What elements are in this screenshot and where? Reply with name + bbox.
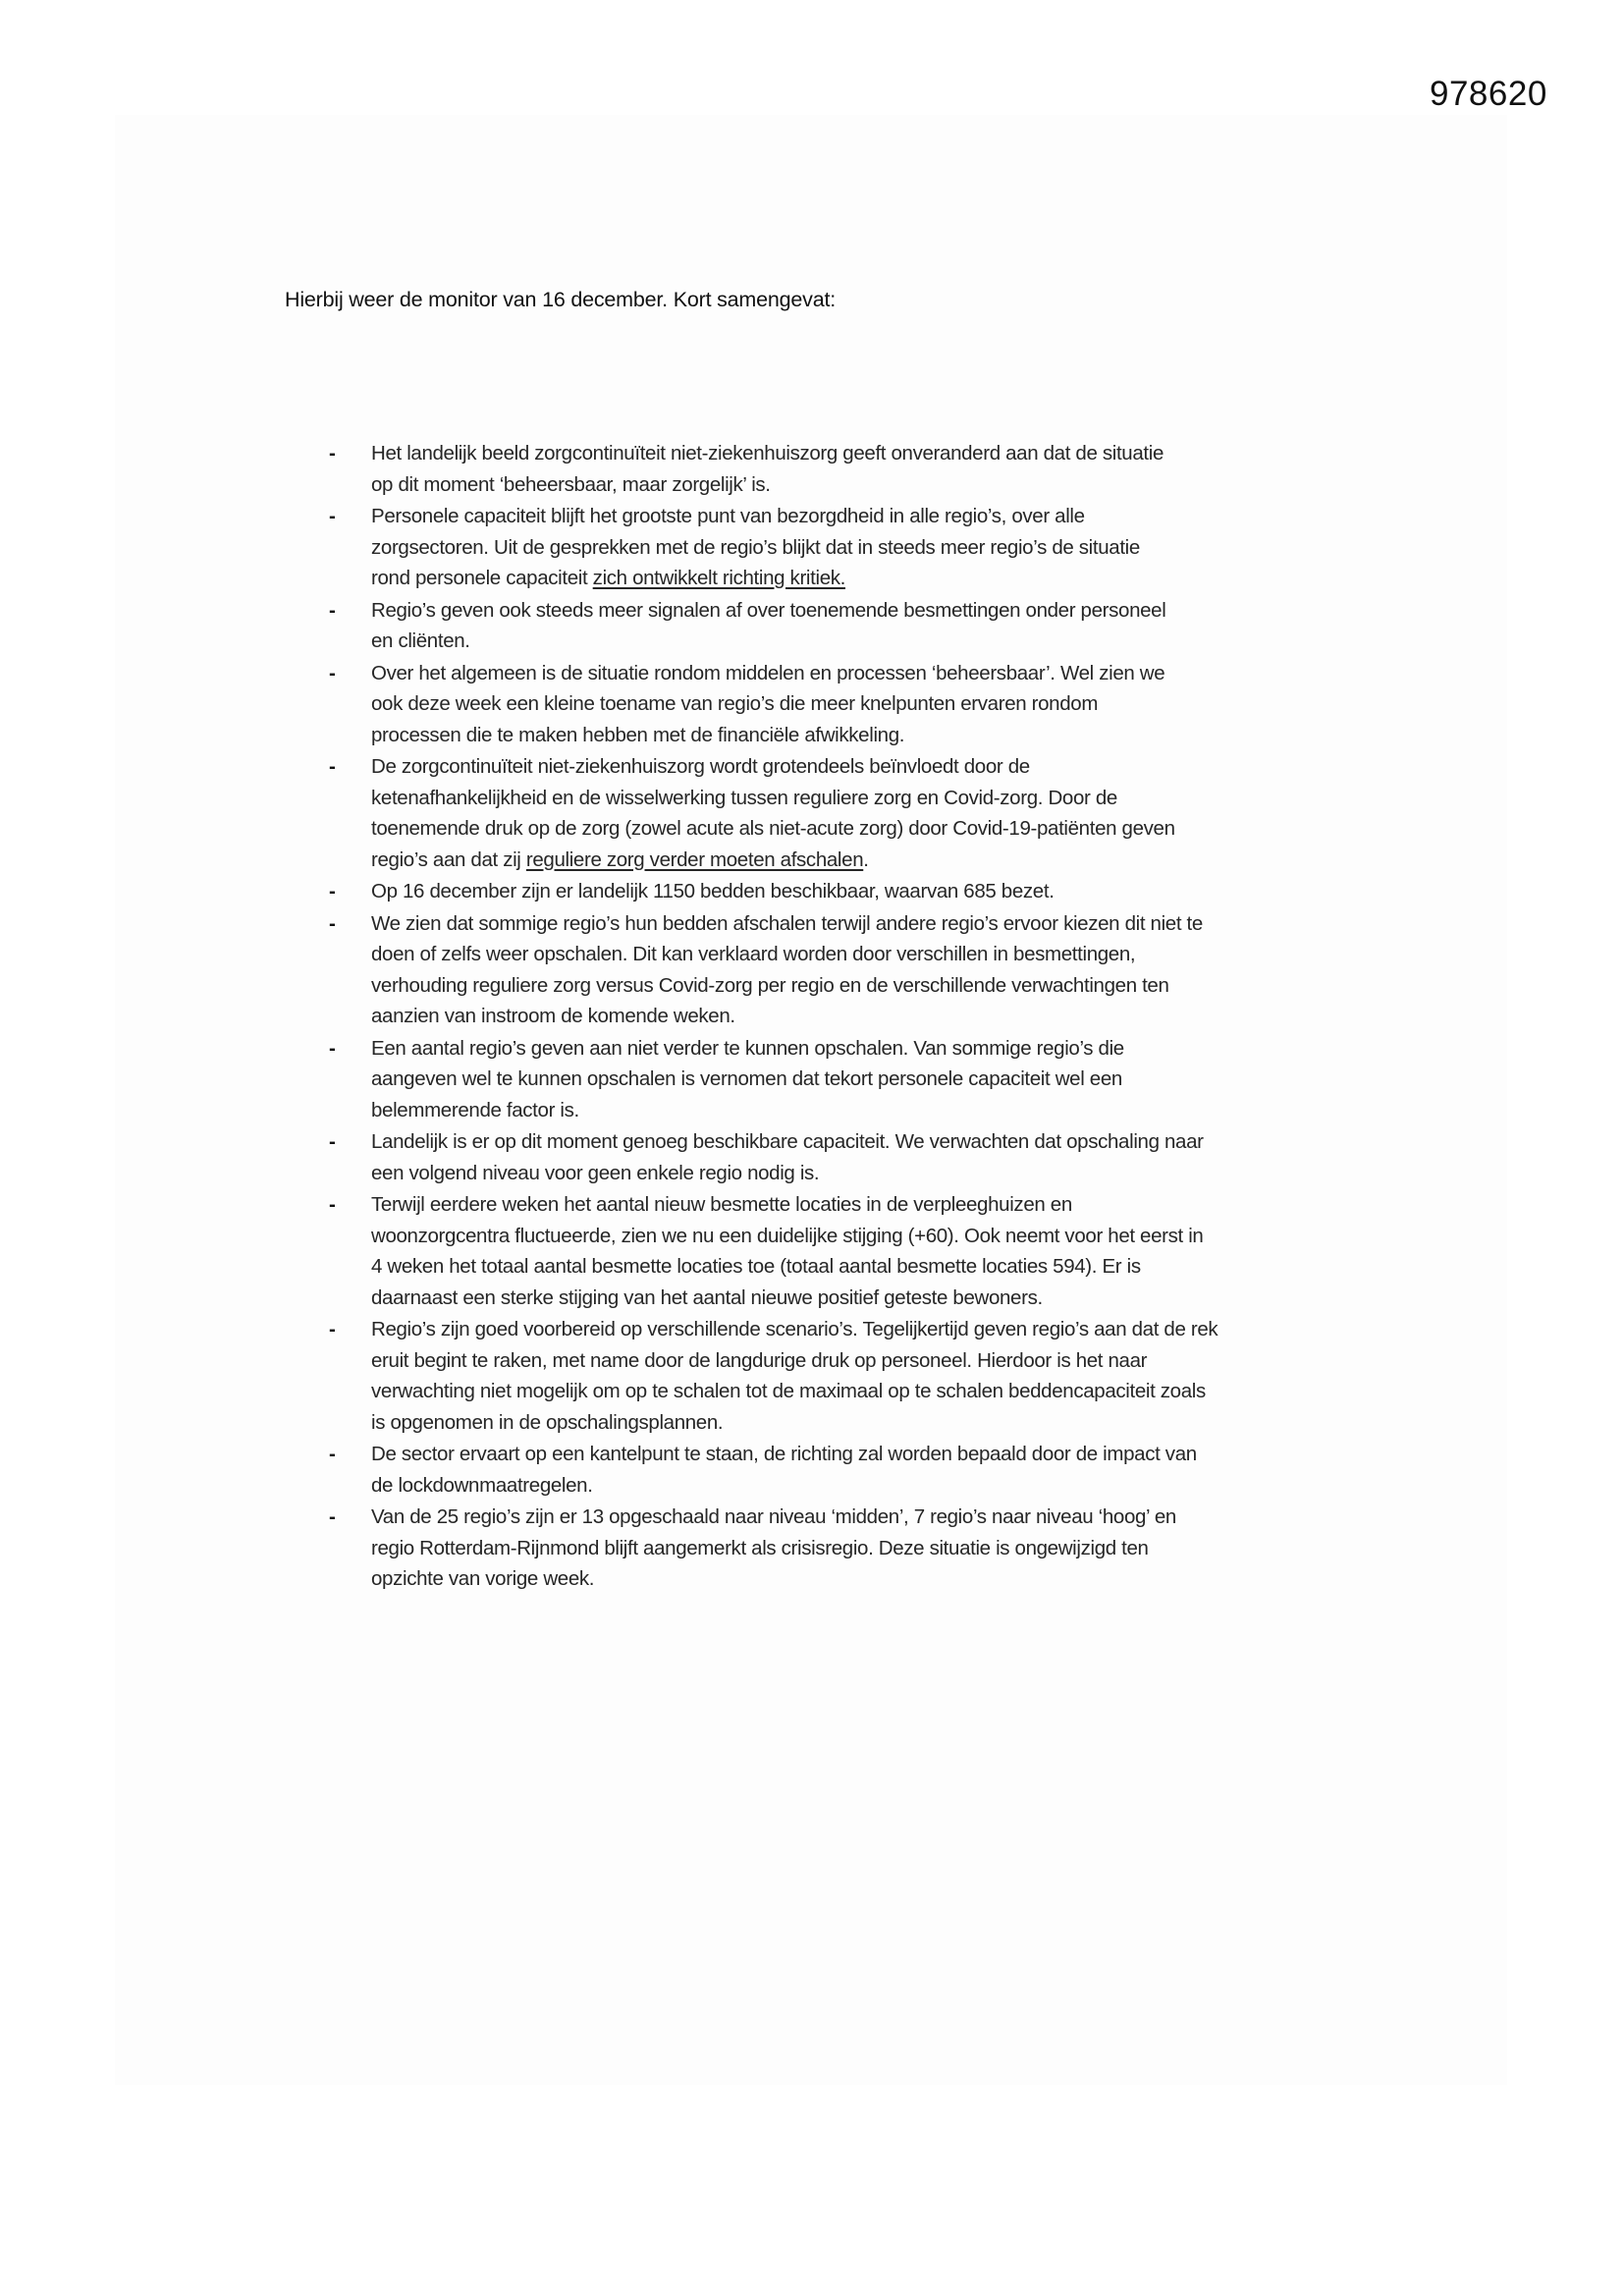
text-segment: 4 weken het totaal aantal besmette locaties toe (totaal aantal besmette locaties 594). Er is — [371, 1255, 1141, 1278]
bullet-line — [371, 595, 1365, 627]
summary-bullet — [324, 501, 1365, 594]
bullet-line — [371, 1189, 1365, 1221]
bullet-line — [371, 1158, 1365, 1189]
text-segment: We zien dat sommige regio’s hun bedden afschalen terwijl andere regio’s ervoor kiezen dit niet te — [371, 911, 1203, 935]
text-segment: is opgenomen in de opschalingsplannen. — [371, 1410, 724, 1434]
bullet-line — [371, 1221, 1365, 1252]
summary-bullet — [324, 658, 1365, 751]
bullet-dash: - — [329, 755, 336, 778]
text-segment: toenemende druk op de zorg (zowel acute als niet-acute zorg) door Covid-19-patiënten geven — [371, 817, 1175, 840]
bullet-dash: - — [329, 598, 336, 622]
text-segment: woonzorgcentra fluctueerde, zien we nu een duidelijke stijging (+60). Ook neemt voor het eerst in — [371, 1224, 1204, 1247]
summary-bullet — [324, 1033, 1365, 1126]
bullet-line — [371, 563, 1365, 594]
bullet-line — [371, 1064, 1365, 1095]
summary-bullet — [324, 1439, 1365, 1501]
summary-bullet — [324, 1189, 1365, 1313]
summary-bullet — [324, 876, 1365, 907]
text-segment: Over het algemeen is de situatie rondom middelen en processen ‘beheersbaar’. Wel zien we — [371, 661, 1165, 684]
summary-bullet — [324, 908, 1365, 1032]
bullet-dash: - — [329, 1036, 336, 1060]
bullet-line — [371, 688, 1365, 720]
bullet-line — [371, 626, 1365, 657]
intro-sentence: Hierbij weer de monitor van 16 december. Kort samengevat: — [285, 288, 837, 311]
text-segment: de lockdownmaatregelen. — [371, 1473, 593, 1497]
bullet-line — [371, 532, 1365, 564]
bullet-dash: - — [329, 911, 336, 935]
text-segment: aangeven wel te kunnen opschalen is vernomen dat tekort personele capaciteit wel een — [371, 1067, 1122, 1090]
text-segment: Het landelijk beeld zorgcontinuïteit niet-ziekenhuiszorg geeft onveranderd aan dat de situatie — [371, 442, 1164, 465]
bullet-line — [371, 438, 1365, 469]
text-segment: De zorgcontinuïteit niet-ziekenhuiszorg wordt grotendeels beïnvloedt door de — [371, 755, 1030, 778]
text-segment: verhouding reguliere zorg versus Covid-zorg per regio en de verschillende verwachtingen ten — [371, 973, 1169, 997]
text-segment: ketenafhankelijkheid en de wisselwerking tussen reguliere zorg en Covid-zorg. Door de — [371, 786, 1117, 809]
bullet-line — [371, 1126, 1365, 1158]
text-segment: Regio’s geven ook steeds meer signalen af over toenemende besmettingen onder personeel — [371, 598, 1166, 622]
text-segment: doen of zelfs weer opschalen. Dit kan verklaard worden door verschillen in besmettingen, — [371, 943, 1136, 965]
bullet-dash: - — [329, 1443, 336, 1465]
summary-bullet — [324, 595, 1365, 657]
text-segment: op dit moment ‘beheersbaar, maar zorgelijk’ is. — [371, 472, 771, 496]
bullet-dash: - — [329, 880, 336, 902]
summary-bullet — [324, 1314, 1365, 1438]
bullet-line — [371, 1376, 1365, 1407]
text-segment: aanzien van instroom de komende weken. — [371, 1005, 735, 1027]
summary-bullet — [324, 751, 1365, 875]
bullet-dash: - — [329, 1130, 336, 1153]
bullet-line — [371, 1283, 1365, 1314]
text-segment: Landelijk is er op dit moment genoeg beschikbare capaciteit. We verwachten dat opschaling naar — [371, 1130, 1204, 1153]
text-segment: eruit begint te raken, met name door de langdurige druk op personeel. Hierdoor is het naar — [371, 1348, 1148, 1372]
bullet-line — [371, 1251, 1365, 1283]
text-segment: Van de 25 regio’s zijn er 13 opgeschaald naar niveau ‘midden’, 7 regio’s naar niveau ‘hoog’ en — [371, 1505, 1176, 1528]
summary-bullet — [324, 1502, 1365, 1595]
text-segment: ook deze week een kleine toename van regio’s die meer knelpunten ervaren rondom — [371, 692, 1099, 715]
text-segment: De sector ervaart op een kantelpunt te staan, de richting zal worden bepaald door de impact van — [371, 1443, 1197, 1465]
bullet-line — [371, 1345, 1365, 1377]
underlined-emphasis: zich ontwikkelt richting kritiek. — [592, 567, 845, 589]
bullet-line — [371, 1095, 1365, 1126]
bullet-dash: - — [329, 1193, 336, 1216]
summary-bullet — [324, 438, 1365, 500]
bullet-line — [371, 751, 1365, 783]
text-segment: . — [863, 847, 869, 871]
bullet-line — [371, 1439, 1365, 1470]
text-segment: regio Rotterdam-Rijnmond blijft aangemerkt als crisisregio. Deze situatie is ongewijzigd ten — [371, 1536, 1149, 1559]
bullet-dash: - — [329, 661, 336, 684]
document-number: 978620 — [1430, 75, 1547, 113]
bullet-line — [371, 1314, 1365, 1345]
bullet-line — [371, 970, 1365, 1002]
bullet-line — [371, 1033, 1365, 1065]
text-segment: Personele capaciteit blijft het grootste punt van bezorgdheid in alle regio’s, over alle — [371, 505, 1085, 527]
bullet-dash: - — [329, 1318, 336, 1340]
text-segment: belemmerende factor is. — [371, 1098, 579, 1121]
bullet-line — [371, 908, 1365, 940]
summary-bullet — [324, 1126, 1365, 1188]
bullet-line — [371, 501, 1365, 532]
text-segment: regio’s aan dat zij — [371, 847, 526, 871]
bullet-line — [371, 658, 1365, 689]
bullet-line — [371, 1407, 1365, 1439]
text-segment: rond personele capaciteit — [371, 567, 593, 589]
bullet-line — [371, 1001, 1365, 1032]
text-segment: zorgsectoren. Uit de gesprekken met de regio’s blijkt dat in steeds meer regio’s de situatie — [371, 535, 1140, 559]
bullet-dash: - — [329, 442, 336, 465]
text-segment: en cliënten. — [371, 629, 470, 652]
bullet-line — [371, 939, 1365, 970]
bullet-line — [371, 845, 1365, 876]
summary-bullet-list — [324, 438, 1365, 1596]
text-segment: een volgend niveau voor geen enkele regio nodig is. — [371, 1161, 820, 1184]
bullet-dash: - — [329, 1505, 336, 1528]
text-segment: daarnaast een sterke stijging van het aantal nieuwe positief geteste bewoners. — [371, 1285, 1043, 1309]
text-segment: opzichte van vorige week. — [371, 1567, 595, 1590]
text-segment: verwachting niet mogelijk om op te schalen tot de maximaal op te schalen beddencapaciteit zoals — [371, 1380, 1206, 1402]
bullet-line — [371, 1502, 1365, 1533]
bullet-line — [371, 783, 1365, 814]
text-segment: processen die te maken hebben met de financiële afwikkeling. — [371, 723, 905, 746]
underlined-emphasis: reguliere zorg verder moeten afschalen — [525, 847, 864, 871]
bullet-line — [371, 1563, 1365, 1595]
text-segment: Terwijl eerdere weken het aantal nieuw besmette locaties in de verpleeghuizen en — [371, 1193, 1072, 1216]
bullet-line — [371, 813, 1365, 845]
text-segment: Een aantal regio’s geven aan niet verder te kunnen opschalen. Van sommige regio’s die — [371, 1036, 1124, 1060]
bullet-line — [371, 876, 1365, 907]
bullet-line — [371, 469, 1365, 501]
bullet-dash: - — [329, 505, 336, 527]
bullet-line — [371, 1470, 1365, 1502]
text-segment: Op 16 december zijn er landelijk 1150 bedden beschikbaar, waarvan 685 bezet. — [371, 880, 1055, 902]
bullet-line — [371, 1533, 1365, 1564]
text-segment: Regio’s zijn goed voorbereid op verschillende scenario’s. Tegelijkertijd geven regio’s aan dat de rek — [371, 1318, 1218, 1340]
bullet-line — [371, 720, 1365, 751]
